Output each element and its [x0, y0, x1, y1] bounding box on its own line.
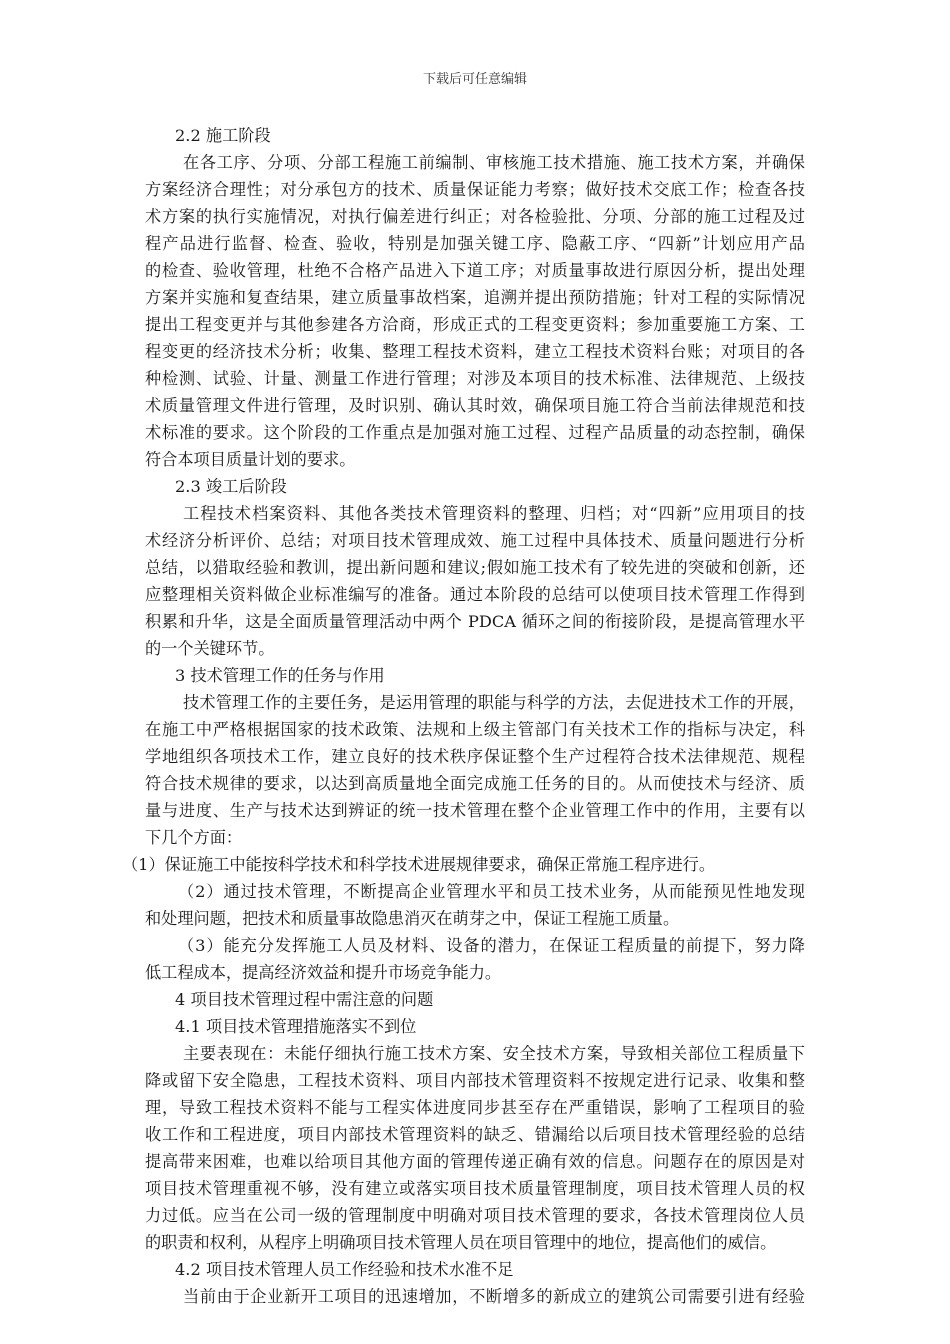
text-line: 的职责和权利，从程序上明确项目技术管理人员在项目管理中的地位，提高他们的威信。 [145, 1233, 777, 1252]
text-line: 在各工序、分项、分部工程施工前编制、审核施工技术措施、施工技术方案，并确保 [183, 153, 805, 172]
text-line: 的检查、验收管理，杜绝不合格产品进入下道工序；对质量事故进行原因分析，提出处理 [145, 261, 805, 280]
section-heading: 4.1 项目技术管理措施落实不到位 [175, 1017, 417, 1036]
text-line: 的一个关键环节。 [145, 639, 275, 658]
page-header: 下载后可任意编辑 [422, 72, 527, 87]
text-line: 术经济分析评价、总结；对项目技术管理成效、施工过程中具体技术、质量问题进行分析 [145, 531, 805, 550]
text-line: 收工作和工程进度，项目内部技术管理资料的缺乏、错漏给以后项目技术管理经验的总结 [145, 1125, 805, 1144]
text-line: 在施工中严格根据国家的技术政策、法规和上级主管部门有关技术工作的指标与决定，科 [145, 720, 805, 739]
document-body [122, 122, 805, 1310]
section-heading: 4 项目技术管理过程中需注意的问题 [175, 990, 434, 1009]
text-line: （3）能充分发挥施工人员及材料、设备的潜力，在保证工程质量的前提下，努力降 [178, 936, 805, 955]
text-line: 技术管理工作的主要任务，是运用管理的职能与科学的方法，去促进技术工作的开展， [183, 693, 805, 712]
text-line: 种检测、试验、计量、测量工作进行管理；对涉及本项目的技术标准、法律规范、上级技 [145, 369, 805, 388]
section-heading: 2.3 竣工后阶段 [175, 477, 287, 496]
text-line: 方案并实施和复查结果，建立质量事故档案，追溯并提出预防措施；针对工程的实际情况 [145, 288, 805, 307]
text-line: 降或留下安全隐患，工程技术资料、项目内部技术管理资料不按规定进行记录、收集和整 [145, 1071, 805, 1090]
section-heading: 4.2 项目技术管理人员工作经验和技术水准不足 [175, 1260, 514, 1279]
text-line: 学地组织各项技术工作，建立良好的技术秩序保证整个生产过程符合技术法律规范、规程 [145, 747, 805, 766]
text-line: （1）保证施工中能按科学技术和科学技术进展规律要求，确保正常施工程序进行。 [122, 855, 716, 874]
text-line: 程变更的经济技术分析；收集、整理工程技术资料，建立工程技术资料台账；对项目的各 [145, 342, 805, 361]
section-heading: 2.2 施工阶段 [175, 126, 271, 145]
text-line: （2）通过技术管理，不断提高企业管理水平和员工技术业务，从而能预见性地发现 [178, 882, 805, 901]
text-line: 和处理问题，把技术和质量事故隐患消灭在萌芽之中，保证工程施工质量。 [145, 909, 680, 928]
text-line: 符合本项目质量计划的要求。 [145, 450, 356, 469]
text-line: 提高带来困难，也难以给项目其他方面的管理传递正确有效的信息。问题存在的原因是对 [145, 1152, 805, 1171]
text-line: 理，导致工程技术资料不能与工程实体进度同步甚至存在严重错误，影响了工程项目的验 [145, 1098, 805, 1117]
text-line: 力过低。应当在公司一级的管理制度中明确对项目技术管理的要求，各技术管理岗位人员 [145, 1206, 805, 1225]
text-line: 总结，以猎取经验和教训，提出新问题和建议;假如施工技术有了较先进的突破和创新，还 [145, 558, 805, 577]
text-line: 低工程成本，提高经济效益和提升市场竞争能力。 [145, 963, 502, 982]
text-line: 下几个方面： [145, 828, 243, 847]
text-line: 术标准的要求。这个阶段的工作重点是加强对施工过程、过程产品质量的动态控制，确保 [145, 423, 805, 442]
text-line: 量与进度、生产与技术达到辨证的统一技术管理在整个企业管理工作中的作用，主要有以 [145, 801, 805, 820]
text-line: 主要表现在：未能仔细执行施工技术方案、安全技术方案，导致相关部位工程质量下 [183, 1044, 805, 1063]
text-line: 方案经济合理性；对分承包方的技术、质量保证能力考察；做好技术交底工作；检查各技 [145, 180, 805, 199]
text-line: 符合技术规律的要求，以达到高质量地全面完成施工任务的目的。从而使技术与经济、质 [145, 774, 805, 793]
text-line: 提出工程变更并与其他参建各方洽商，形成正式的工程变更资料；参加重要施工方案、工 [145, 315, 805, 334]
section-heading: 3 技术管理工作的任务与作用 [175, 666, 385, 685]
text-line: 积累和升华，这是全面质量管理活动中两个 PDCA 循环之间的衔接阶段，是提高管理水平 [145, 612, 805, 631]
text-line: 程产品进行监督、检查、验收，特别是加强关键工序、隐蔽工序、“四新”计划应用产品 [145, 234, 805, 253]
text-line: 工程技术档案资料、其他各类技术管理资料的整理、归档；对“四新”应用项目的技 [183, 504, 805, 523]
text-line: 术质量管理文件进行管理，及时识别、确认其时效，确保项目施工符合当前法律规范和技 [145, 396, 805, 415]
text-line: 应整理相关资料做企业标准编写的准备。通过本阶段的总结可以使项目技术管理工作得到 [145, 585, 805, 604]
text-line: 当前由于企业新开工项目的迅速增加，不断增多的新成立的建筑公司需要引进有经验 [183, 1287, 805, 1306]
text-line: 术方案的执行实施情况，对执行偏差进行纠正；对各检验批、分项、分部的施工过程及过 [145, 207, 805, 226]
text-line: 项目技术管理重视不够，没有建立或落实项目技术质量管理制度，项目技术管理人员的权 [145, 1179, 805, 1198]
